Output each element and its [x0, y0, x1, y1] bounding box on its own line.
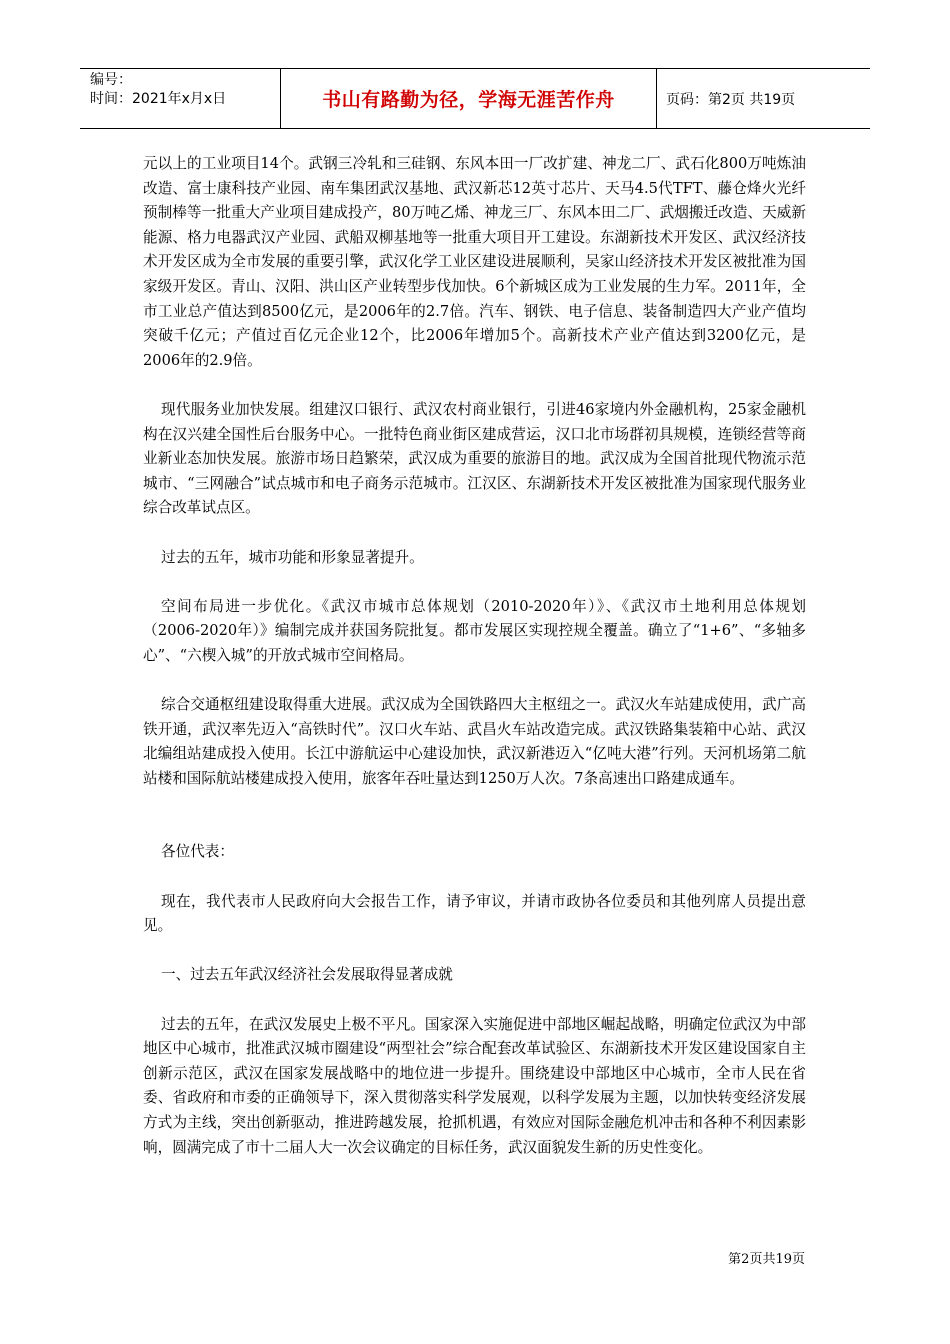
header-page-number: 页码：第2页 共19页 — [666, 91, 796, 108]
paragraph: 空间布局进一步优化。《武汉市城市总体规划（2010-2020年）》、《武汉市土地利用总体规划（2006-2020年）》编制完成并获国务院批复。都市发展区实现控规全覆盖。确立了“1+6”、“多轴多心”、“六楔入城”的开放式城市空间格局。 — [143, 597, 806, 664]
section-statement: 过去的五年，城市功能和形象显著提升。 — [161, 548, 424, 566]
page-footer: 第2页共19页 — [728, 1252, 805, 1267]
paragraph: 综合交通枢纽建设取得重大进展。武汉成为全国铁路四大主枢纽之一。武汉火车站建成使用，武广高铁开通，武汉率先迈入“高铁时代”。汉口火车站、武昌火车站改造完成。武汉铁路集装箱中心站、武汉北编组站建成投入使用。长江中游航运中心建设加快，武汉新港迈入“亿吨大港”行列。天河机场第二航站楼和国际航站楼建成投入使用，旅客年吞吐量达到1250万人次。7条高速出口路建成通车。 — [143, 696, 806, 787]
document-body — [143, 152, 806, 1185]
paragraph: 元以上的工业项目14个。武钢三冷轧和三硅钢、东风本田一厂改扩建、神龙二厂、武石化800万吨炼油改造、富士康科技产业园、南车集团武汉基地、武汉新芯12英寸芯片、天马4.5代TFT、藤仓烽火光纤预制棒等一批重大产业项目建成投产，80万吨乙烯、神龙三厂、东风本田二厂、武烟搬迁改造、天威新能源、格力电器武汉产业园、武船双柳基地等一批重大项目开工建设。东湖新技术开发区、武汉经济技术开发区成为全市发展的重要引擎，武汉化学工业区建设进展顺利，吴家山经济技术开发区被批准为国家级开发区。青山、汉阳、洪山区产业转型步伐加快。6个新城区成为工业发展的生力军。2011年，全市工业总产值达到8500亿元，是2006年的2.7倍。汽车、钢铁、电子信息、装备制造四大产业产值均突破千亿元；产值过百亿元企业12个，比2006年增加5个。高新技术产业产值达到3200亿元，是2006年的2.9倍。 — [143, 155, 806, 369]
document-time-label: 时间：2021年x月x日 — [90, 91, 227, 107]
page-header — [80, 68, 870, 129]
header-divider — [656, 69, 657, 128]
header-motto: 书山有路勤为径，学海无涯苦作舟 — [322, 89, 615, 111]
paragraph: 现代服务业加快发展。组建汉口银行、武汉农村商业银行，引进46家境内外金融机构，25家金融机构在汉兴建全国性后台服务中心。一批特色商业街区建成营运，汉口北市场群初具规模，连锁经营等商业新业态加快发展。旅游市场日趋繁荣，武汉成为重要的旅游目的地。武汉成为全国首批现代物流示范城市、“三网融合”试点城市和电子商务示范城市。江汉区、东湖新技术开发区被批准为国家现代服务业综合改革试点区。 — [143, 400, 806, 517]
paragraph: 过去的五年，在武汉发展史上极不平凡。国家深入实施促进中部地区崛起战略，明确定位武汉为中部地区中心城市，批准武汉城市圈建设“两型社会”综合配套改革试验区、东湖新技术开发区建设国家自主创新示范区，武汉在国家发展战略中的地位进一步提升。围绕建设中部地区中心城市，全市人民在省委、省政府和市委的正确领导下，深入贯彻落实科学发展观，以科学发展为主题，以加快转变经济发展方式为主线，突出创新驱动，推进跨越发展，抢抓机遇，有效应对国际金融危机冲击和各种不利因素影响，圆满完成了市十二届人大一次会议确定的目标任务，武汉面貌发生新的历史性变化。 — [143, 1015, 806, 1156]
salutation: 各位代表： — [161, 843, 234, 861]
section-heading: 一、过去五年武汉经济社会发展取得显著成就 — [161, 966, 453, 984]
header-meta — [90, 71, 280, 109]
paragraph: 现在，我代表市人民政府向大会报告工作，请予审议，并请市政协各位委员和其他列席人员提出意见。 — [143, 892, 806, 935]
document-number-label: 编号： — [90, 72, 132, 88]
